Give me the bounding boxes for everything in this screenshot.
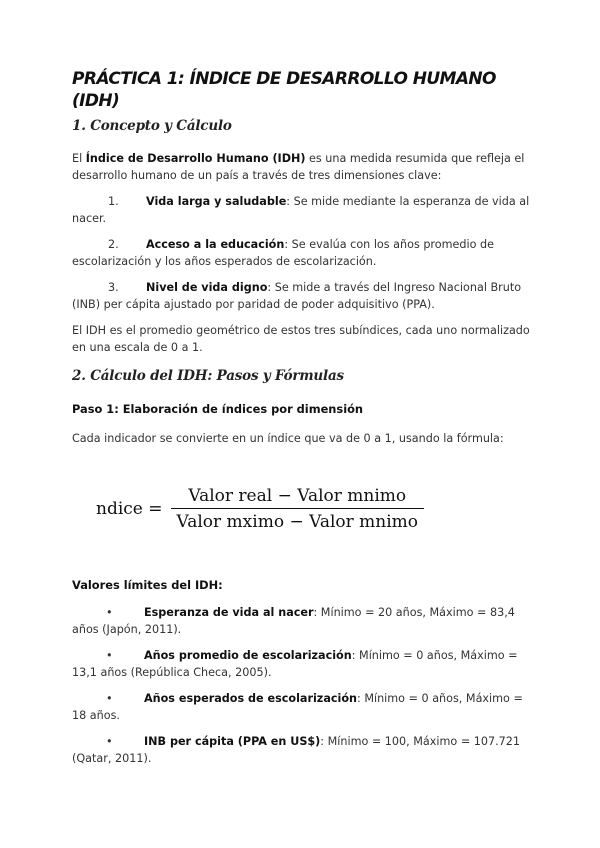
limit-item-3 bbox=[72, 690, 532, 724]
bullet-icon: • bbox=[106, 692, 113, 705]
dimension-text: : Se evalúa con los años promedio de escolarización y los años esperados de escolarización. bbox=[72, 238, 495, 268]
limit-item-2 bbox=[72, 647, 532, 681]
limit-bold: INB per cápita (PPA en US$) bbox=[144, 735, 321, 748]
formula-fraction bbox=[171, 486, 425, 532]
intro-post: es una medida resumida que refleja el desarrollo humano de un país a través de tres dimensiones clave: bbox=[72, 152, 525, 182]
limit-text: : Mínimo = 100, Máximo = 107.721 (Qatar, 2011). bbox=[72, 735, 521, 765]
limit-text: : Mínimo = 0 años, Máximo = 18 años. bbox=[72, 692, 523, 722]
limit-text: : Mínimo = 20 años, Máximo = 83,4 años (Japón, 2011). bbox=[72, 606, 515, 636]
dimension-number: 2. bbox=[108, 238, 119, 251]
index-formula bbox=[96, 484, 424, 534]
document-title: PRÁCTICA 1: ÍNDICE DE DESARROLLO HUMANO (IDH) bbox=[72, 69, 496, 111]
limit-item-1 bbox=[72, 604, 532, 638]
limit-bold: Años promedio de escolarización bbox=[144, 649, 352, 662]
step1-heading: Paso 1: Elaboración de índices por dimensión bbox=[72, 402, 364, 416]
dimension-text: : Se mide a través del Ingreso Nacional Bruto (INB) per cápita ajustado por paridad de poder adquisitivo (PPA). bbox=[72, 281, 522, 311]
section-heading-concept: 1. Concepto y Cálculo bbox=[72, 118, 232, 134]
intro-pre: El bbox=[72, 152, 86, 165]
dimension-bold: Vida larga y saludable bbox=[146, 195, 287, 208]
formula-denominator: Valor mximo − Valor mnimo bbox=[171, 508, 425, 532]
limit-bold: Esperanza de vida al nacer bbox=[144, 606, 314, 619]
dimension-text: : Se mide mediante la esperanza de vida al nacer. bbox=[72, 195, 530, 225]
limit-bold: Años esperados de escolarización bbox=[144, 692, 357, 705]
limits-heading: Valores límites del IDH: bbox=[72, 578, 223, 592]
closing-paragraph: El IDH es el promedio geométrico de estos tres subíndices, cada uno normalizado en una escala de 0 a 1. bbox=[72, 324, 530, 354]
bullet-icon: • bbox=[106, 649, 113, 662]
dimension-number: 1. bbox=[108, 195, 119, 208]
limit-text: : Mínimo = 0 años, Máximo = 13,1 años (República Checa, 2005). bbox=[72, 649, 518, 679]
dimension-bold: Acceso a la educación bbox=[146, 238, 285, 251]
bullet-icon: • bbox=[106, 735, 113, 748]
step1-paragraph: Cada indicador se convierte en un índice que va de 0 a 1, usando la fórmula: bbox=[72, 432, 504, 445]
limit-item-4 bbox=[72, 733, 532, 767]
dimension-number: 3. bbox=[108, 281, 119, 294]
section-heading-calculation: 2. Cálculo del IDH: Pasos y Fórmulas bbox=[72, 368, 344, 384]
formula-numerator: Valor real − Valor mnimo bbox=[188, 486, 407, 506]
dimension-item-1 bbox=[72, 193, 532, 227]
formula-lhs: ndice = bbox=[96, 499, 163, 519]
dimension-bold: Nivel de vida digno bbox=[146, 281, 268, 294]
dimension-item-3 bbox=[72, 279, 532, 313]
dimension-item-2 bbox=[72, 236, 532, 270]
intro-paragraph bbox=[72, 150, 532, 184]
intro-bold-term: Índice de Desarrollo Humano (IDH) bbox=[85, 152, 306, 165]
bullet-icon: • bbox=[106, 606, 113, 619]
